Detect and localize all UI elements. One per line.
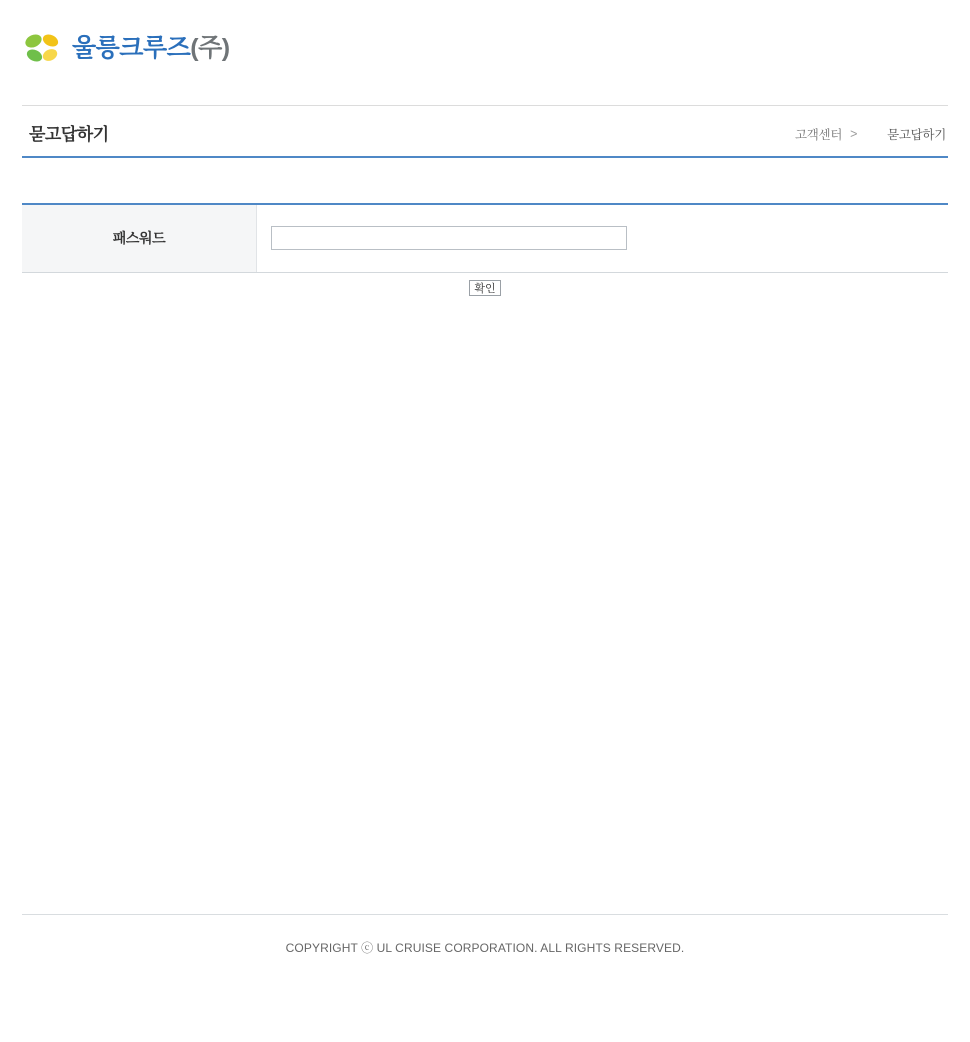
breadcrumb-parent[interactable]: 고객센터 <box>795 128 843 142</box>
site-header <box>0 0 970 105</box>
page-title: 묻고답하기 <box>29 125 109 144</box>
table-row <box>22 204 948 272</box>
password-input[interactable] <box>271 226 627 250</box>
site-footer <box>0 914 970 956</box>
breadcrumb-current: 묻고답하기 <box>887 128 946 142</box>
brand-name-suffix: (주) <box>190 33 230 62</box>
footer-divider <box>22 914 948 915</box>
main-content <box>22 203 948 297</box>
site-logo-text <box>72 33 230 62</box>
submit-button[interactable]: 확인 <box>469 280 500 296</box>
breadcrumb <box>795 125 946 143</box>
brand-name-main: 울릉크루즈 <box>72 33 191 62</box>
pinwheel-flower-logo-icon <box>22 28 62 68</box>
form-button-row <box>22 279 948 297</box>
password-form-table <box>22 203 948 273</box>
copyright-text: COPYRIGHT ⓒ UL CRUISE CORPORATION. ALL RIGHTS RESERVED. <box>285 941 685 955</box>
site-logo-link[interactable] <box>22 28 230 68</box>
password-field-cell <box>257 204 949 272</box>
breadcrumb-separator-icon: > <box>850 127 858 141</box>
password-field-label: 패스워드 <box>22 204 257 272</box>
page-titlebar <box>22 105 948 158</box>
